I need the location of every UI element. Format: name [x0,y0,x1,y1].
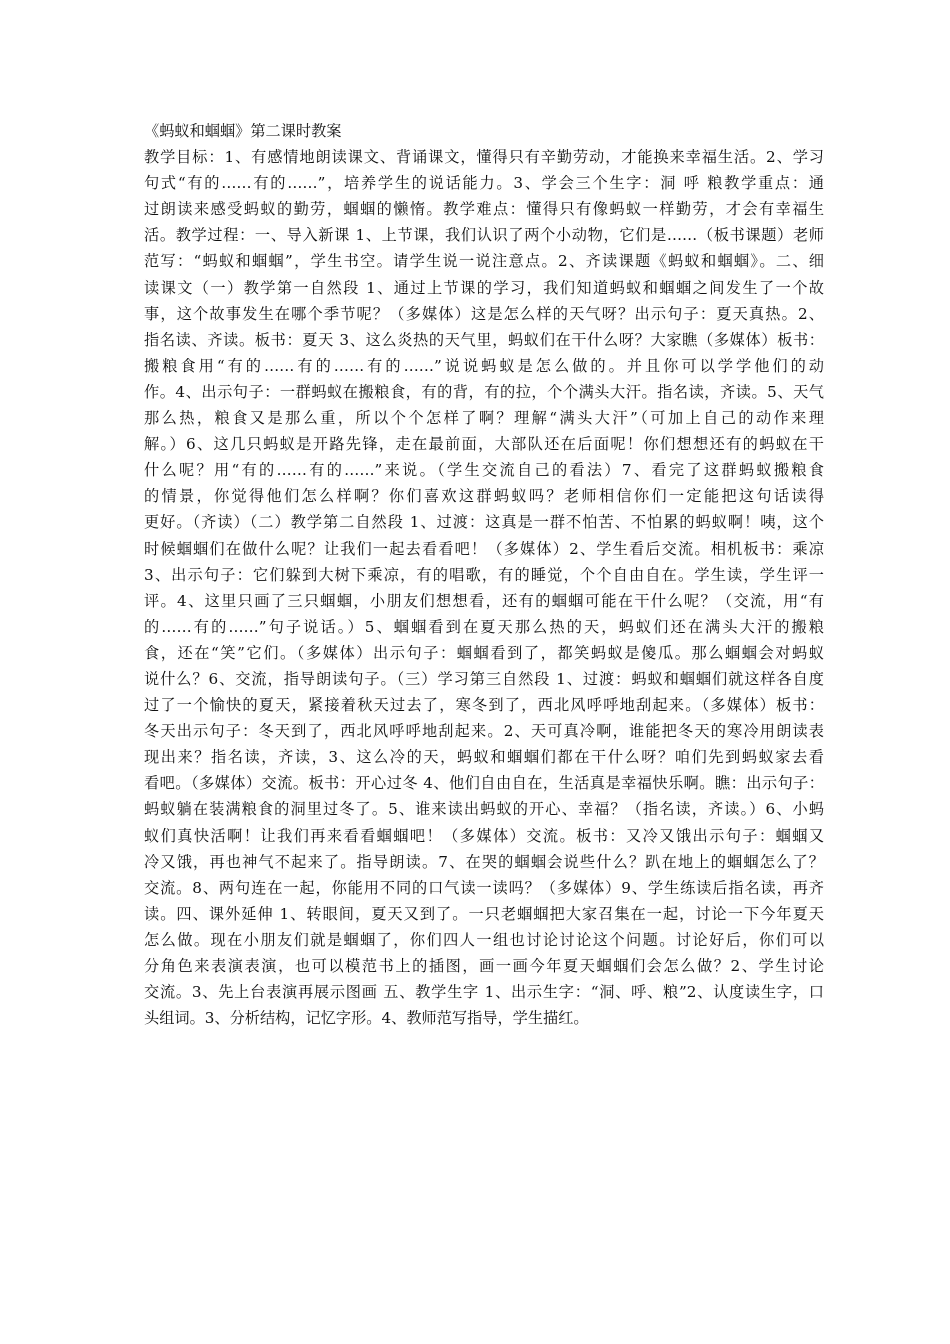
paragraph-line: 冷又饿，再也神气不起来了。指导朗读。7、在哭的蝈蝈会说些什么？趴在地上的蝈蝈怎么了？ [144,852,824,871]
paragraph-line: 活。教学过程：一、导入新课 1、上节课，我们认识了两个小动物，它们是……（板书课题）老师 [144,226,824,245]
paragraph-line: 时候蝈蝈们在做什么呢？让我们一起去看看吧！（多媒体）2、学生看后交流。相机板书：乘凉 [144,539,824,558]
paragraph-line: 读。四、课外延伸 1、转眼间，夏天又到了。一只老蝈蝈把大家召集在一起，讨论一下今年夏天 [144,904,824,923]
paragraph-line: 交流。3、先上台表演再展示图画 五、教学生字 1、出示生字：“洞、呼、粮”2、认度读生字，口 [144,983,824,1002]
paragraph-line: 现出来？指名读，齐读，3、这么冷的天，蚂蚁和蝈蝈们都在干什么呀？咱们先到蚂蚁家去看 [144,748,824,767]
paragraph-line: 那么热，粮食又是那么重，所以个个怎样了啊？理解“满头大汗”（可加上自己的动作来理 [144,409,824,428]
paragraph-line: 分角色来表演表演，也可以模范书上的插图，画一画今年夏天蝈蝈们会怎么做？2、学生讨论 [144,957,824,975]
paragraph-line: 怎么做。现在小朋友们就是蝈蝈了，你们四人一组也讨论讨论这个问题。讨论好后，你们可以 [144,930,824,949]
paragraph-line: 冬天出示句子：冬天到了，西北风呼呼地刮起来。2、天可真冷啊，谁能把冬天的寒冷用朗读表 [144,722,824,741]
paragraph-line: 过朗读来感受蚂蚁的勤劳，蝈蝈的懒惰。教学难点：懂得只有像蚂蚁一样勤劳，才会有幸福生 [144,200,824,219]
paragraph-line: 的……有的……”句子说话。）5、蝈蝈看到在夏天那么热的天，蚂蚁们还在满头大汗的搬粮 [144,617,824,636]
paragraph-line: 蚂蚁躺在装满粮食的洞里过冬了。5、谁来读出蚂蚁的开心、幸福？（指名读，齐读。）6、小蚂 [144,800,824,819]
paragraph-line: 说什么？6、交流，指导朗读句子。（三）学习第三自然段 1、过渡：蚂蚁和蝈蝈们就这样各自度 [144,669,824,688]
paragraph-line: 更好。（齐读）（二）教学第二自然段 1、过渡：这真是一群不怕苦、不怕累的蚂蚁啊！咦，这个 [144,513,824,532]
document-title: 《蚂蚁和蝈蝈》第二课时教案 [144,122,342,140]
document-body [144,144,824,1031]
paragraph-line: 指名读、齐读。板书：夏天 3、这么炎热的天气里，蚂蚁们在干什么呀？大家瞧（多媒体）板书： [144,330,824,349]
paragraph-line: 事，这个故事发生在哪个季节呢？（多媒体）这是怎么样的天气呀？出示句子：夏天真热。2、 [144,304,824,323]
paragraph-line: 作。4、出示句子：一群蚂蚁在搬粮食，有的背，有的拉，个个满头大汗。指名读，齐读。5、天气 [144,382,824,401]
paragraph-line: 交流。8、两句连在一起，你能用不同的口气读一读吗？（多媒体）9、学生练读后指名读，再齐 [144,878,824,897]
paragraph-line: 教学目标：1、有感情地朗读课文、背诵课文，懂得只有辛勤劳动，才能换来幸福生活。2、学习 [144,148,824,167]
document-page [144,118,824,1031]
paragraph-line: 解。）6、这几只蚂蚁是开路先锋，走在最前面，大部队还在后面呢！你们想想还有的蚂蚁在干 [144,435,824,454]
paragraph-line: 看吧。（多媒体）交流。板书：开心过冬 4、他们自由自在，生活真是幸福快乐啊。瞧：出示句子： [144,774,824,793]
paragraph-line: 头组词。3、分析结构，记忆字形。4、教师范写指导，学生描红。 [144,1009,589,1028]
paragraph-line: 什么呢？用“有的……有的……”来说。（学生交流自己的看法）7、看完了这群蚂蚁搬粮食 [144,461,824,480]
paragraph-line: 食，还在“笑”它们。（多媒体）出示句子：蝈蝈看到了，都笑蚂蚁是傻瓜。那么蝈蝈会对蚂蚁 [144,643,824,662]
paragraph-line: 蚁们真快活啊！让我们再来看看蝈蝈吧！（多媒体）交流。板书：又冷又饿出示句子：蝈蝈又 [144,826,824,845]
paragraph-line: 读课文（一）教学第一自然段 1、通过上节课的学习，我们知道蚂蚁和蝈蝈之间发生了一个故 [144,278,824,297]
paragraph-line: 评。4、这里只画了三只蝈蝈，小朋友们想想看，还有的蝈蝈可能在干什么呢？（交流，用“有 [144,591,824,610]
paragraph-line: 3、出示句子：它们躲到大树下乘凉，有的唱歌，有的睡觉，个个自由自在。学生读，学生评一 [144,565,824,584]
paragraph-line: 过了一个愉快的夏天，紧接着秋天过去了，寒冬到了，西北风呼呼地刮起来。（多媒体）板书： [144,696,824,715]
paragraph-line: 句式“有的……有的……”，培养学生的说话能力。3、学会三个生字：洞 呼 粮教学重点：通 [144,174,824,193]
paragraph-line: 搬粮食用“有的……有的……有的……”说说蚂蚁是怎么做的。并且你可以学学他们的动 [144,356,824,375]
paragraph-line: 的情景，你觉得他们怎么样啊？你们喜欢这群蚂蚁吗？老师相信你们一定能把这句话读得 [144,487,824,506]
paragraph-line: 范写：“蚂蚁和蝈蝈”，学生书空。请学生说一说注意点。2、齐读课题《蚂蚁和蝈蝈》。二、细 [144,252,824,271]
